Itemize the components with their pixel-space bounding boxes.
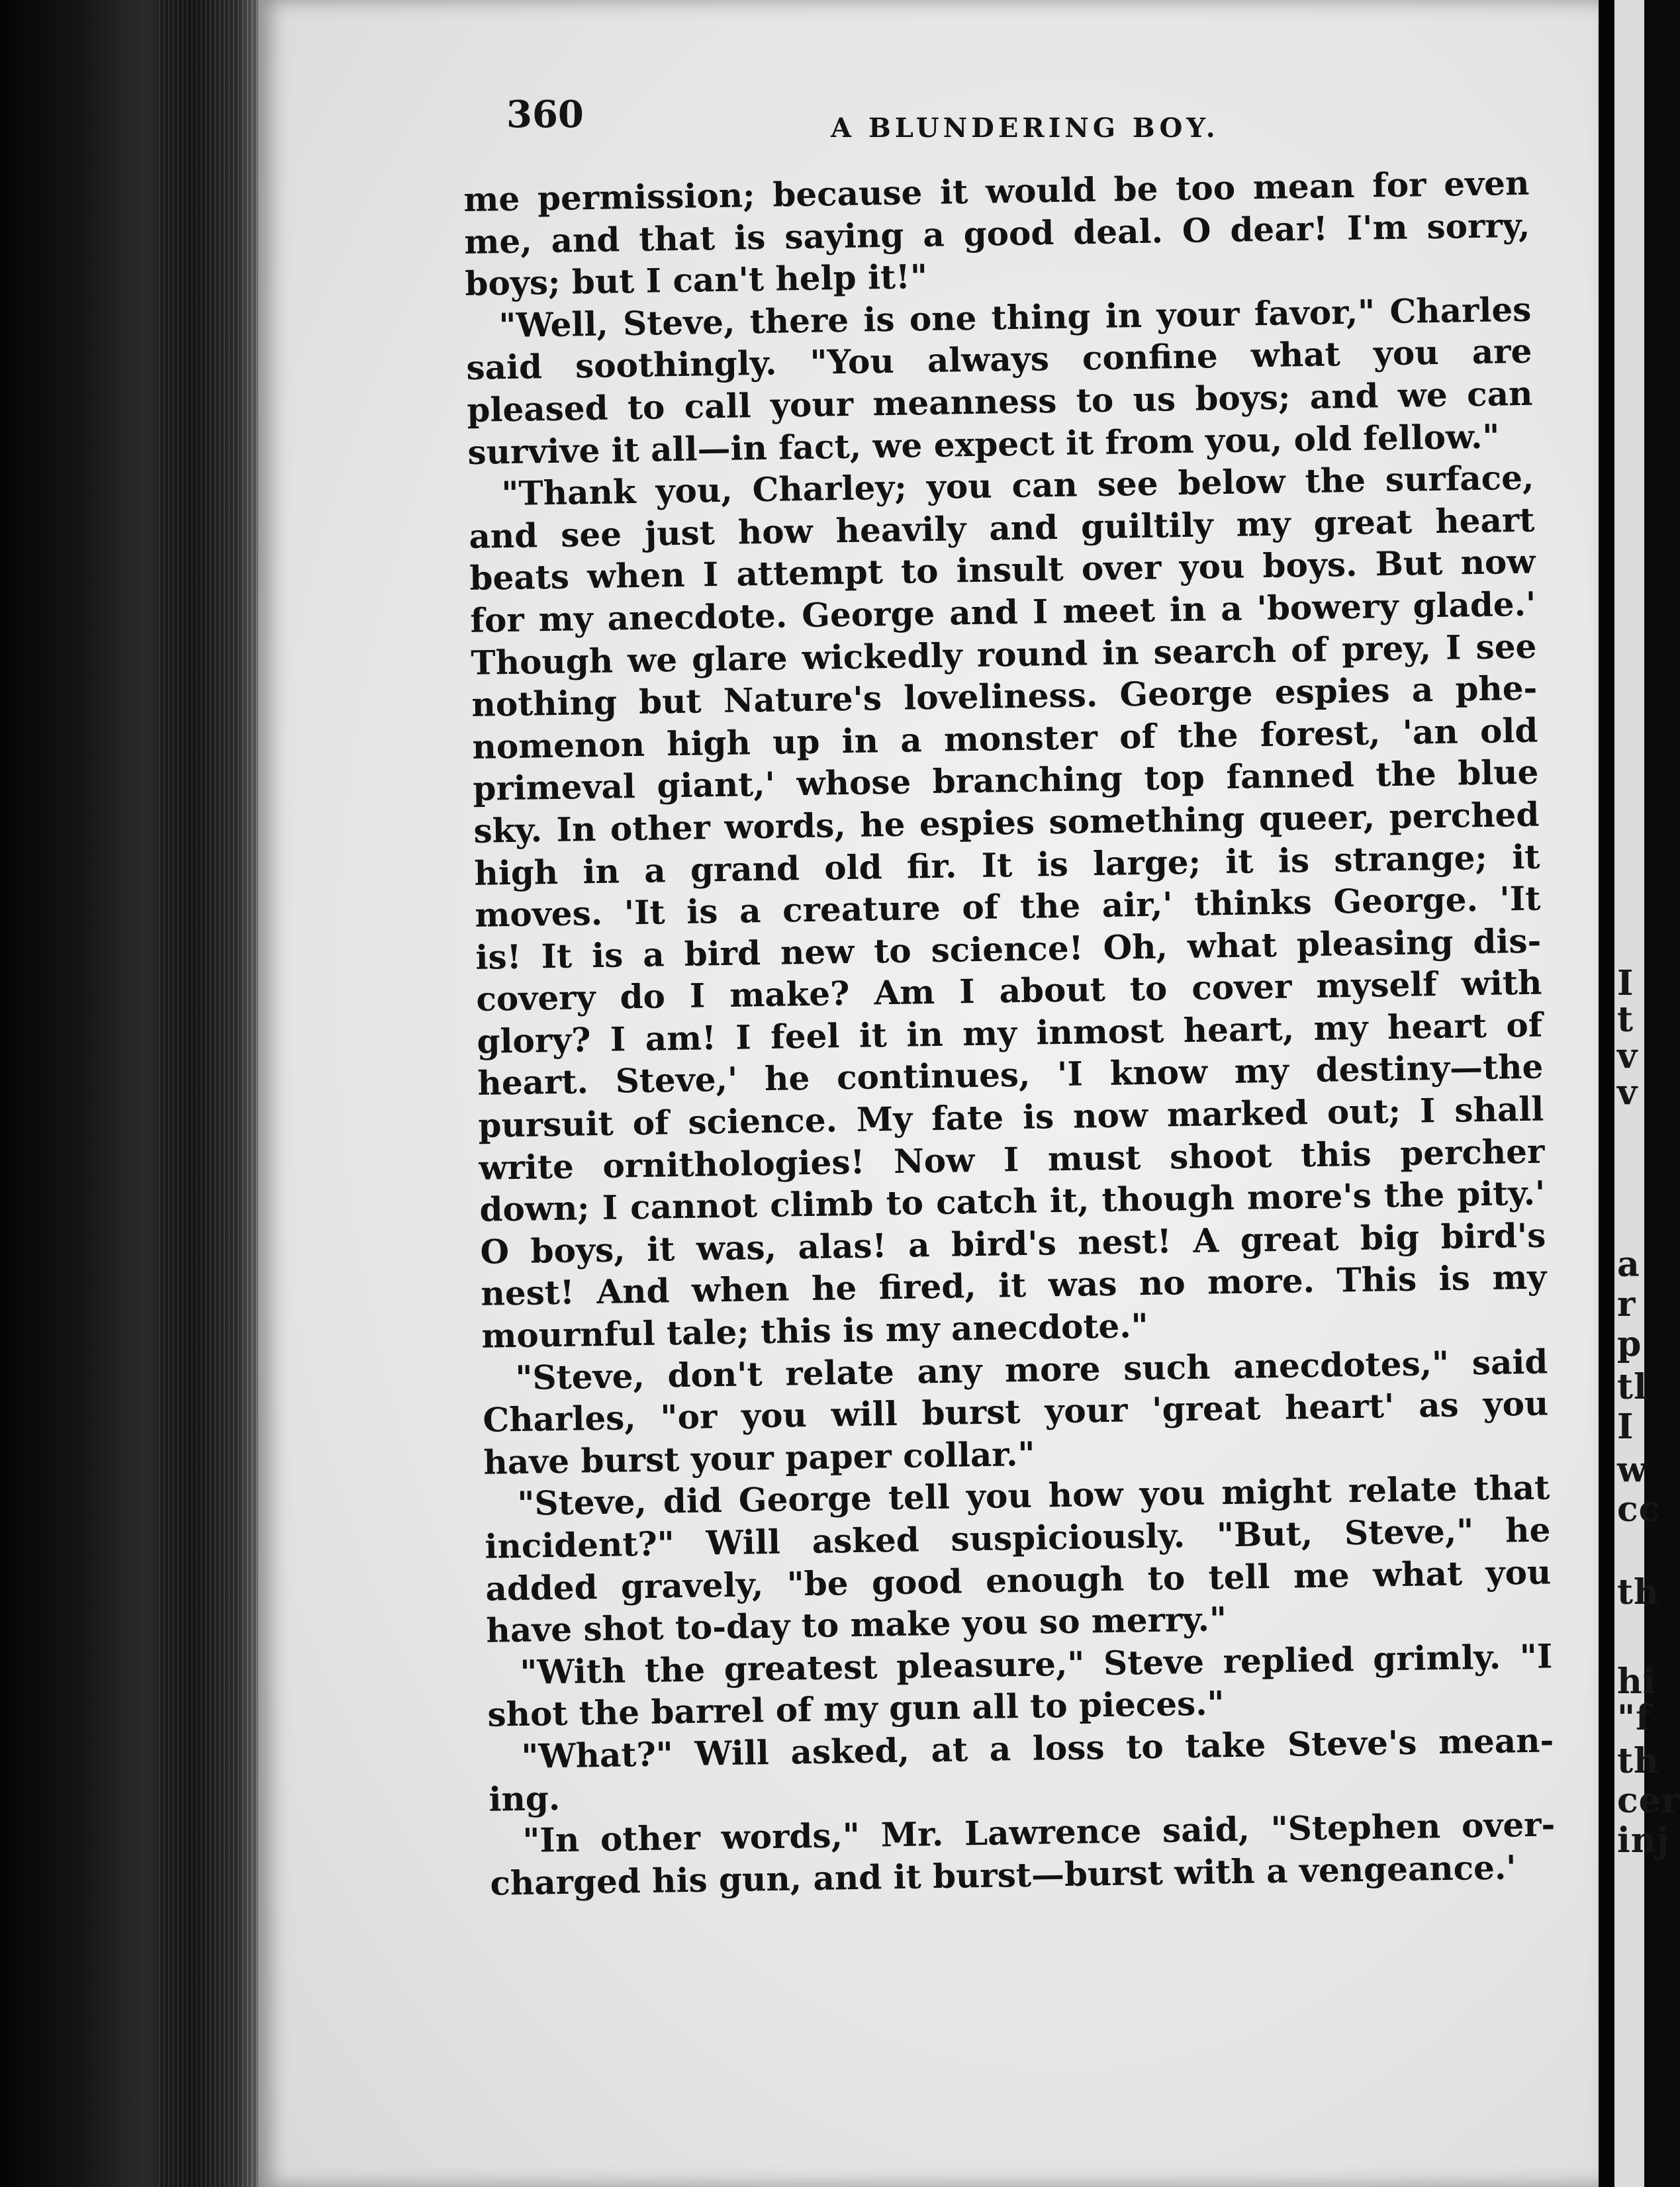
text-line: down; I cannot climb to catch it, though more's the pity.' — [479, 1173, 1546, 1230]
text-line: Charles, "or you will burst your 'great heart' as you — [482, 1383, 1549, 1440]
text-line: O boys, it was, alas! a bird's nest! A great big bird's — [480, 1215, 1546, 1272]
adjacent-page-fragment: a — [1617, 1244, 1640, 1285]
page-number: 360 — [506, 93, 584, 136]
text-line: nomenon high up in a monster of the forest, 'an old — [472, 710, 1538, 767]
text-line: "With the greatest pleasure," Steve replied grimly. "I — [519, 1636, 1553, 1692]
text-line: me, and that is saying a good deal. O dear! I'm sorry, — [464, 205, 1530, 261]
text-line: Though we glare wickedly round in search of prey, I see — [471, 626, 1537, 682]
adjacent-page-fragment: v — [1617, 1036, 1638, 1076]
text-line: sky. In other words, he espies something queer, perched — [473, 794, 1540, 851]
adjacent-page-fragment: "f — [1617, 1698, 1652, 1738]
text-line: for my anecdote. George and I meet in a 'bowery glade.' — [470, 584, 1536, 640]
text-line: charged his gun, and it burst—burst with a vengeance.' — [489, 1847, 1517, 1903]
running-title: A BLUNDERING BOY. — [831, 113, 1219, 144]
adjacent-page-fragment: v — [1617, 1072, 1638, 1113]
text-line: added gravely, "be good enough to tell me what you — [485, 1552, 1552, 1608]
adjacent-page-fragment: r — [1617, 1284, 1636, 1325]
text-line: heart. Steve,' he continues, 'I know my destiny—the — [477, 1047, 1544, 1103]
text-line: nest! And when he fired, it was no more. This is my — [481, 1257, 1547, 1314]
text-line: "Well, Steve, there is one thing in your favor," Charles — [498, 289, 1532, 345]
text-line: incident?" Will asked suspiciously. "But, Steve," he — [484, 1510, 1551, 1566]
adjacent-page-fragment: t — [1617, 1000, 1634, 1040]
page-seam — [1599, 0, 1614, 2187]
text-line: "What?" Will asked, at a loss to take Steve's mean- — [520, 1720, 1554, 1776]
text-line: boys; but I can't help it!" — [465, 257, 928, 304]
text-line: beats when I attempt to insult over you boys. But now — [469, 541, 1536, 598]
adjacent-page-fragment: p — [1617, 1324, 1642, 1364]
text-line: said soothingly. "You always confine what you are — [466, 332, 1532, 388]
text-line: shot the barrel of my gun all to pieces." — [487, 1683, 1225, 1735]
adjacent-page-fragment: tl — [1617, 1367, 1648, 1407]
adjacent-page-fragment: w — [1617, 1450, 1648, 1490]
text-line: me permission; because it would be too mean for even — [463, 163, 1530, 219]
adjacent-page-fragment: inj — [1617, 1820, 1670, 1861]
text-line: covery do I make? Am I about to cover myself with — [476, 962, 1542, 1019]
text-line: "Steve, did George tell you how you might relate that — [516, 1467, 1550, 1524]
text-line: "Thank you, Charley; you can see below the surface, — [501, 457, 1534, 514]
text-line: high in a grand old fir. It is large; it is strange; it — [474, 837, 1540, 893]
text-line: "Steve, don't relate any more such anecdotes," said — [514, 1342, 1548, 1397]
adjacent-page-fragment: th — [1617, 1572, 1659, 1612]
adjacent-page-fragment: th — [1617, 1741, 1659, 1781]
text-line: and see just how heavily and guiltily my great heart — [469, 500, 1535, 556]
text-line: have burst your paper collar." — [483, 1434, 1035, 1482]
text-line: is! It is a bird new to science! Oh, what pleasing dis- — [475, 921, 1542, 977]
text-line: nothing but Nature's loveliness. George espies a phe- — [471, 668, 1538, 725]
text-line: pleased to call your meanness to us boys; and we can — [467, 373, 1533, 430]
adjacent-page-edge — [1614, 0, 1680, 2187]
adjacent-page-fragment: I — [1617, 1407, 1634, 1447]
text-line: survive it all—in fact, we expect it from you, old fellow." — [467, 416, 1500, 472]
adjacent-page-fragment: cc — [1617, 1489, 1661, 1530]
body-text — [463, 162, 1556, 1904]
text-line: moves. 'It is a creature of the air,' thinks George. 'It — [475, 878, 1541, 935]
page-edges — [159, 0, 258, 2187]
text-line: glory? I am! I feel it in my inmost heart, my heart of — [477, 1005, 1543, 1061]
text-line: write ornithologies! Now I must shoot this percher — [479, 1131, 1545, 1187]
adjacent-page-fragment: cer — [1617, 1781, 1680, 1821]
text-line: mournful tale; this is my anecdote." — [481, 1305, 1149, 1356]
text-line: have shot to-day to make you so merry." — [485, 1599, 1227, 1650]
adjacent-page-fragment: I — [1617, 963, 1634, 1003]
adjacent-page-fragment: hi — [1617, 1661, 1657, 1702]
text-line: pursuit of science. My fate is now marked out; I shall — [478, 1089, 1544, 1145]
text-line: "In other words," Mr. Lawrence said, "Stephen over- — [522, 1804, 1556, 1861]
text-line: ing. — [488, 1778, 561, 1819]
text-line: primeval giant,' whose branching top fanned the blue — [473, 752, 1539, 809]
